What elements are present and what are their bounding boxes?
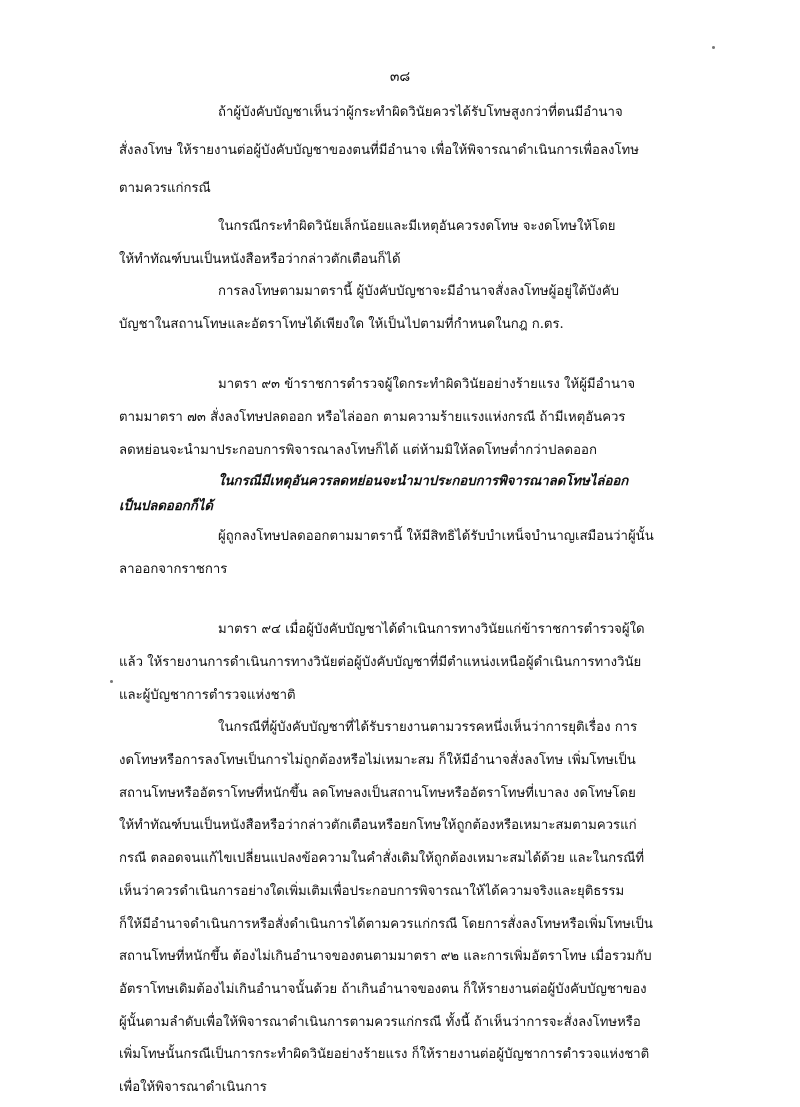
emphasized-paragraph-line: ในกรณีมีเหตุอันควรลดหย่อนจะนำมาประกอบการพิจารณาลดโทษไล่ออก [218,474,629,490]
paragraph-line: เพื่อให้พิจารณาดำเนินการ [119,1080,267,1095]
paragraph-line: สถานโทษที่หนักขึ้น ต้องไม่เกินอำนาจของตนตามมาตรา ๙๒ และการเพิ่มอัตราโทษ เมื่อรวมกับ [119,949,652,965]
paragraph-line: อัตราโทษเดิมต้องไม่เกินอำนาจนั้นด้วย ถ้าเกินอำนาจของตน ก็ให้รายงานต่อผู้บังคับบัญชาของ [119,981,647,997]
paragraph-line: สั่งลงโทษ ให้รายงานต่อผู้บังคับบัญชาของตนที่มีอำนาจ เพื่อให้พิจารณาดำเนินการเพื่อลงโทษ [119,143,639,159]
paragraph-line: ให้ทำทัณฑ์บนเป็นหนังสือหรือว่ากล่าวตักเตือนก็ได้ [119,252,401,268]
paragraph-line: ผู้นั้นตามลำดับเพื่อให้พิจารณาดำเนินการตามควรแก่กรณี ทั้งนี้ ถ้าเห็นว่าการจะสั่งลงโทษหรือ [119,1014,641,1030]
paragraph-line: งดโทษหรือการลงโทษเป็นการไม่ถูกต้องหรือไม่เหมาะสม ก็ให้มีอำนาจสั่งลงโทษ เพิ่มโทษเป็น [119,753,636,769]
paragraph-line: การลงโทษตามมาตรานี้ ผู้บังคับบัญชาจะมีอำนาจสั่งลงโทษผู้อยู่ใต้บังคับ [218,283,620,299]
paragraph-line: ผู้ถูกลงโทษปลดออกตามมาตรานี้ ให้มีสิทธิได้รับบำเหน็จบำนาญเสมือนว่าผู้นั้น [218,529,654,545]
emphasized-paragraph-line: เป็นปลดออกก็ได้ [119,499,213,515]
paragraph-line: แล้ว ให้รายงานการดำเนินการทางวินัยต่อผู้บังคับบัญชาที่มีตำแหน่งเหนือผู้ดำเนินการทางวินัย [119,655,642,670]
paragraph-line: ในกรณีกระทำผิดวินัยเล็กน้อยและมีเหตุอันควรงดโทษ จะงดโทษให้โดย [218,219,616,235]
paragraph-line: ให้ทำทัณฑ์บนเป็นหนังสือหรือว่ากล่าวตักเตือนหรือยกโทษให้ถูกต้องหรือเหมาะสมตามควรแก่ [119,818,637,834]
scan-speck-top-right [712,46,715,49]
paragraph-line: มาตรา ๙๔ เมื่อผู้บังคับบัญชาได้ดำเนินการทางวินัยแก่ข้าราชการตำรวจผู้ใด [218,622,645,638]
paragraph-line: ลาออกจากราชการ [119,561,228,577]
paragraph-line: ถ้าผู้บังคับบัญชาเห็นว่าผู้กระทำผิดวินัยควรได้รับโทษสูงกว่าที่ตนมีอำนาจ [218,105,623,120]
paragraph-line: ลดหย่อนจะนำมาประกอบการพิจารณาลงโทษก็ได้ แต่ห้ามมิให้ลดโทษต่ำกว่าปลดออก [119,442,597,458]
paragraph-line: เพิ่มโทษนั้นกรณีเป็นการกระทำผิดวินัยอย่างร้ายแรง ก็ให้รายงานต่อผู้บัญชาการตำรวจแห่งชาติ [119,1047,650,1063]
paragraph-line: และผู้บัญชาการตำรวจแห่งชาติ [119,687,296,703]
paragraph-line: ตามควรแก่กรณี [119,180,211,196]
paragraph-line: เห็นว่าควรดำเนินการอย่างใดเพิ่มเติมเพื่อประกอบการพิจารณาให้ได้ความจริงและยุติธรรม [119,883,625,899]
page-number: ๓๘ [389,69,411,85]
paragraph-line: บัญชาในสถานโทษและอัตราโทษได้เพียงใด ให้เป็นไปตามที่กำหนดในกฎ ก.ตร. [119,316,564,332]
paragraph-line: มาตรา ๙๓ ข้าราชการตำรวจผู้ใดกระทำผิดวินัยอย่างร้ายแรง ให้ผู้มีอำนาจ [218,377,636,393]
scan-speck-left [110,680,113,683]
paragraph-line: สถานโทษหรืออัตราโทษที่หนักขึ้น ลดโทษลงเป็นสถานโทษหรืออัตราโทษที่เบาลง งดโทษโดย [119,785,636,801]
paragraph-line: ก็ให้มีอำนาจดำเนินการหรือสั่งดำเนินการได้ตามควรแก่กรณี โดยการสั่งลงโทษหรือเพิ่มโทษเป็น [119,916,653,932]
paragraph-line: กรณี ตลอดจนแก้ไขเปลี่ยนแปลงข้อความในคำสั่งเดิมให้ถูกต้องเหมาะสมได้ด้วย และในกรณีที่ [119,851,645,867]
paragraph-line: ในกรณีที่ผู้บังคับบัญชาที่ได้รับรายงานตามวรรคหนึ่งเห็นว่าการยุติเรื่อง การ [218,720,638,736]
paragraph-line: ตามมาตรา ๗๓ สั่งลงโทษปลดออก หรือไล่ออก ตามความร้ายแรงแห่งกรณี ถ้ามีเหตุอันควร [119,409,626,425]
